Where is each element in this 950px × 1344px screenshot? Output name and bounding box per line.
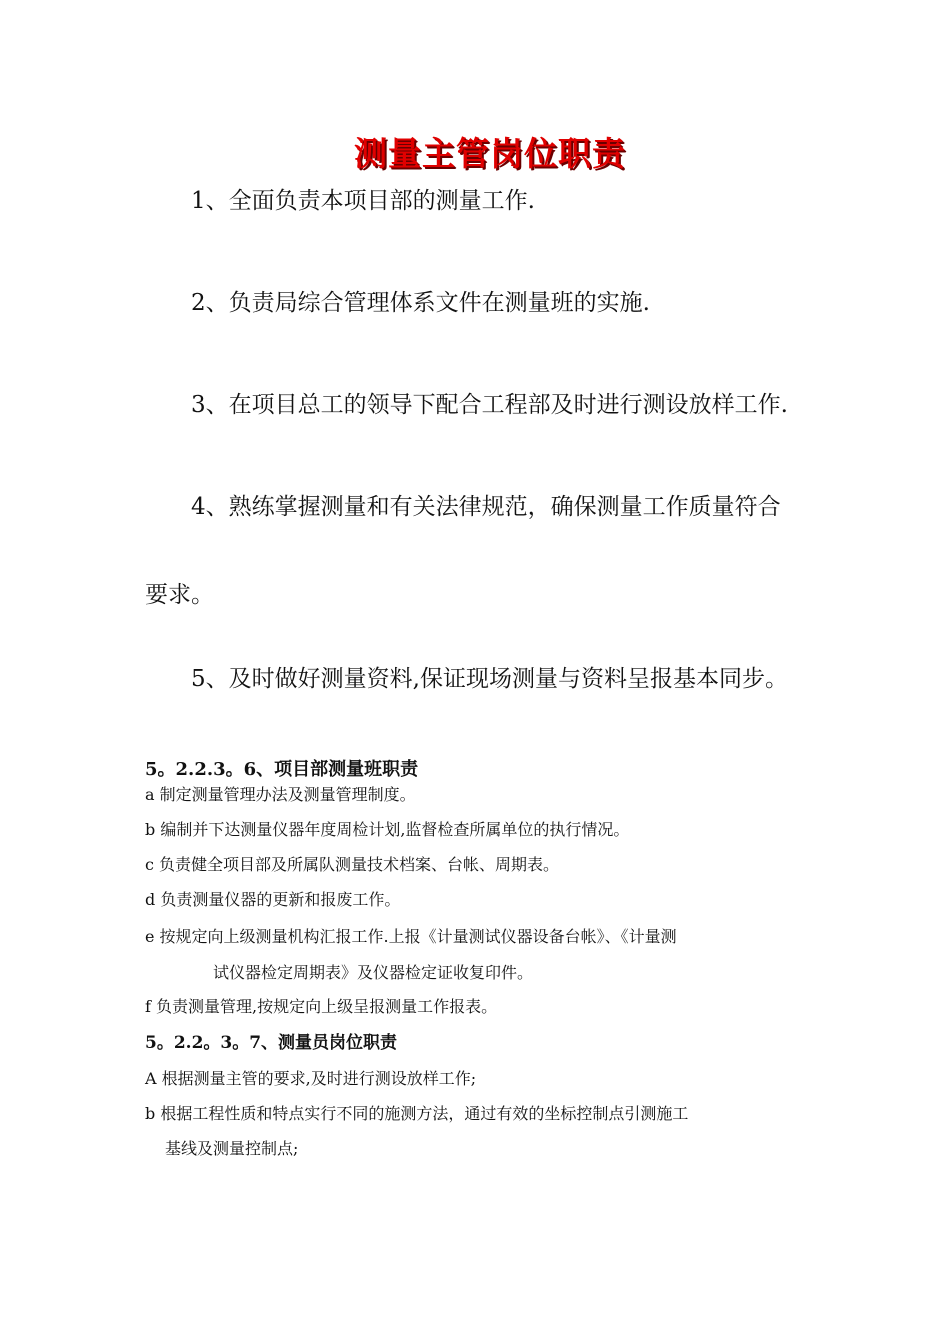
survey-team-item-e-continuation: 试仪器检定周期表》及仪器检定证收复印件。 xyxy=(213,963,534,982)
duty-item-5: 5、及时做好测量资料,保证现场测量与资料呈报基本同步。 xyxy=(191,666,788,692)
survey-team-item-a: a 制定测量管理办法及测量管理制度。 xyxy=(145,785,416,804)
surveyor-item-a: A 根据测量主管的要求,及时进行测设放样工作; xyxy=(145,1069,477,1088)
document-title: 测量主管岗位职责 xyxy=(354,134,626,173)
duty-item-4-continuation: 要求。 xyxy=(145,582,214,608)
section-heading-surveyor: 5。2.2。3。7、测量员岗位职责 xyxy=(145,1033,398,1053)
duty-item-2: 2、负责局综合管理体系文件在测量班的实施. xyxy=(191,290,650,316)
duty-item-1: 1、全面负责本项目部的测量工作. xyxy=(191,188,535,214)
survey-team-item-b: b 编制并下达测量仪器年度周检计划,监督检查所属单位的执行情况。 xyxy=(145,820,630,839)
survey-team-item-c: c 负责健全项目部及所属队测量技术档案、台帐、周期表。 xyxy=(145,855,560,874)
duty-item-3: 3、在项目总工的领导下配合工程部及时进行测设放样工作. xyxy=(191,392,788,418)
survey-team-item-d: d 负责测量仪器的更新和报废工作。 xyxy=(145,890,401,909)
surveyor-item-b-continuation: 基线及测量控制点; xyxy=(165,1139,299,1158)
section-heading-survey-team: 5。2.2.3。6、项目部测量班职责 xyxy=(145,759,419,780)
duty-item-4: 4、熟练掌握测量和有关法律规范，确保测量工作质量符合 xyxy=(191,494,781,520)
survey-team-item-f: f 负责测量管理,按规定向上级呈报测量工作报表。 xyxy=(145,997,498,1016)
surveyor-item-b: b 根据工程性质和特点实行不同的施测方法，通过有效的坐标控制点引测施工 xyxy=(145,1104,689,1123)
survey-team-item-e: e 按规定向上级测量机构汇报工作.上报《计量测试仪器设备台帐》、《计量测 xyxy=(145,927,677,946)
